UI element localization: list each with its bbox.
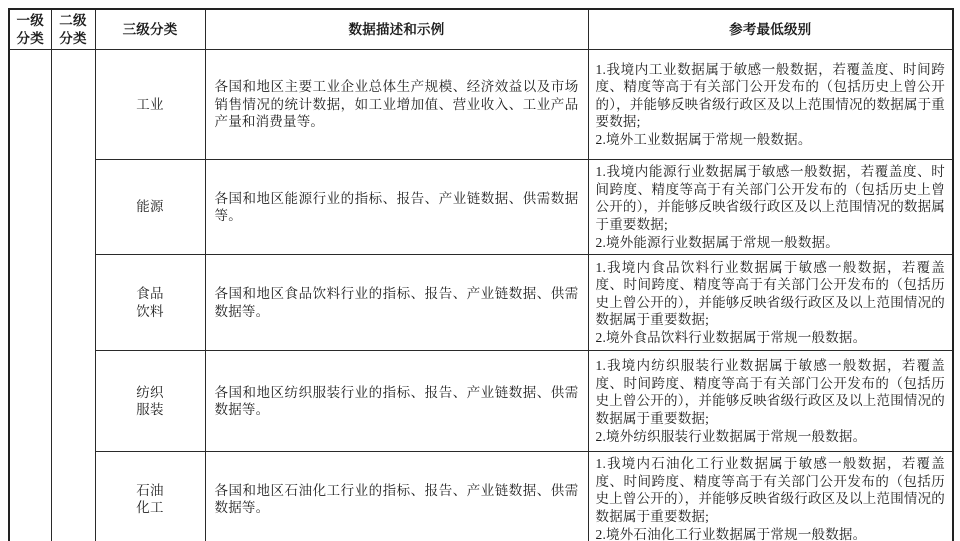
min-level-cell <box>588 255 953 351</box>
level1-category-cell <box>9 50 51 541</box>
header-row <box>9 9 953 50</box>
min-level-item-1: 1.我境内工业数据属于敏感一般数据，若覆盖度、时间跨度、精度等高于有关部门公开发布的（包括历史上曾公开的），并能够反映省级行政区及以上范围情况的数据属于重要数据; <box>595 61 945 130</box>
table-body <box>9 50 953 541</box>
min-level-item-2: 2.境外纺织服装行业数据属于常规一般数据。 <box>595 428 867 444</box>
description-cell: 各国和地区石油化工行业的指标、报告、产业链数据、供需数据等。 <box>205 452 588 541</box>
description-cell: 各国和地区纺织服装行业的指标、报告、产业链数据、供需数据等。 <box>205 351 588 452</box>
table-row-food-beverage <box>9 255 953 351</box>
header-cell-level1: 一级 分类 <box>9 9 51 50</box>
min-level-cell <box>588 452 953 541</box>
min-level-item-1: 1.我境内食品饮料行业数据属于敏感一般数据，若覆盖度、时间跨度、精度等高于有关部门公开发布的（包括历史上曾公开的），并能够反映省级行政区及以上范围情况的数据属于重要数据; <box>595 259 945 328</box>
min-level-cell <box>588 50 953 160</box>
min-level-item-2: 2.境外食品饮料行业数据属于常规一般数据。 <box>595 330 867 346</box>
table-header <box>9 9 953 50</box>
level3-category-cell: 食品 饮料 <box>95 255 205 351</box>
min-level-item-1: 1.我境内纺织服装行业数据属于敏感一般数据，若覆盖度、时间跨度、精度等高于有关部门公开发布的（包括历史上曾公开的），并能够反映省级行政区及以上范围情况的数据属于重要数据; <box>595 358 945 426</box>
level3-category-cell: 工业 <box>95 50 205 160</box>
level3-category-cell: 纺织 服装 <box>95 351 205 452</box>
data-classification-table <box>8 8 954 541</box>
min-level-item-2: 2.境外能源行业数据属于常规一般数据。 <box>595 234 839 250</box>
level3-category-cell: 石油 化工 <box>95 452 205 541</box>
table-row-petrochemical <box>9 452 953 541</box>
header-cell-level3: 三级分类 <box>95 9 205 50</box>
min-level-item-1: 1.我境内能源行业数据属于敏感一般数据，若覆盖度、时间跨度、精度等高于有关部门公开发布的（包括历史上曾公开的），并能够反映省级行政区及以上范围情况的数据属于重要数据; <box>595 164 945 232</box>
table-row-industry <box>9 50 953 160</box>
header-cell-description: 数据描述和示例 <box>205 9 588 50</box>
min-level-cell <box>588 160 953 255</box>
min-level-cell <box>588 351 953 452</box>
description-cell: 各国和地区主要工业企业总体生产规模、经济效益以及市场销售情况的统计数据，如工业增加值、营业收入、工业产品产量和消费量等。 <box>205 50 588 160</box>
min-level-item-1: 1.我境内石油化工行业数据属于敏感一般数据，若覆盖度、时间跨度、精度等高于有关部门公开发布的（包括历史上曾公开的），并能够反映省级行政区及以上范围情况的数据属于重要数据; <box>595 456 945 524</box>
level3-category-cell: 能源 <box>95 160 205 255</box>
min-level-item-2: 2.境外石油化工行业数据属于常规一般数据。 <box>595 526 867 541</box>
description-cell: 各国和地区能源行业的指标、报告、产业链数据、供需数据等。 <box>205 160 588 255</box>
table-row-energy <box>9 160 953 255</box>
min-level-item-2: 2.境外工业数据属于常规一般数据。 <box>595 132 812 148</box>
level2-category-cell <box>51 50 95 541</box>
header-cell-level2: 二级 分类 <box>51 9 95 50</box>
description-cell: 各国和地区食品饮料行业的指标、报告、产业链数据、供需数据等。 <box>205 255 588 351</box>
table-row-textile-apparel <box>9 351 953 452</box>
header-cell-min-level: 参考最低级别 <box>588 9 953 50</box>
